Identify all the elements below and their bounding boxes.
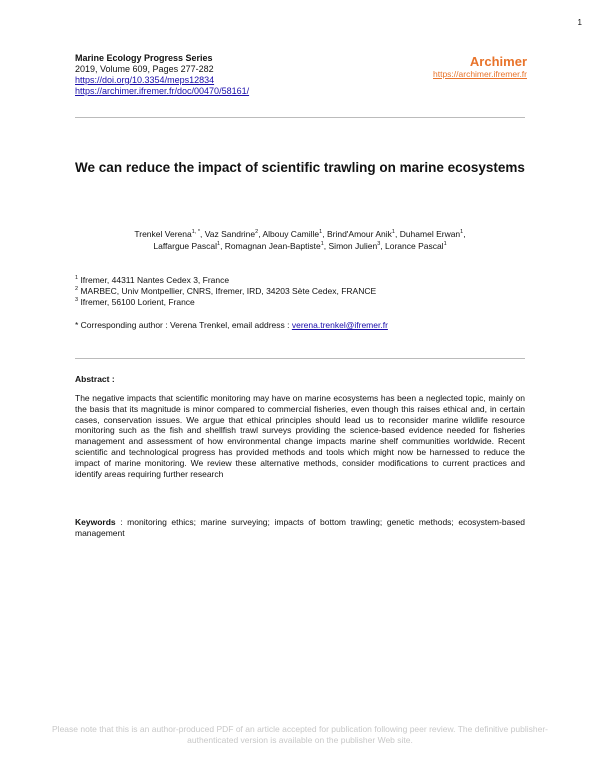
author-separator: , (258, 229, 263, 239)
affiliation-item (75, 275, 376, 286)
footer-note: Please note that this is an author-produced PDF of an article accepted for publication following peer review. The definitive publisher-authenticated version is available on the publisher Web site. (52, 724, 548, 745)
affiliation-list (75, 275, 376, 308)
journal-name: Marine Ecology Progress Series (75, 53, 213, 63)
author-name: Trenkel Verena (134, 229, 192, 239)
author-affiliation-mark: 1 (443, 241, 447, 248)
affiliation-number: 3 (75, 297, 79, 304)
journal-info (75, 53, 249, 97)
paper-title: We can reduce the impact of scientific trawling on marine ecosystems (75, 160, 525, 175)
author-separator: , (199, 229, 205, 239)
author-separator: , (394, 229, 400, 239)
author-separator: , (220, 241, 225, 251)
archimer-link[interactable]: https://archimer.ifremer.fr (433, 69, 527, 79)
keywords-label: Keywords (75, 517, 116, 527)
author (262, 229, 327, 239)
affiliation-text: Ifremer, 44311 Nantes Cedex 3, France (80, 275, 230, 285)
journal-citation: 2019, Volume 609, Pages 277-282 (75, 64, 214, 74)
abstract-divider (75, 358, 525, 359)
author-name: Laffargue Pascal (153, 241, 217, 251)
corresponding-author (75, 320, 388, 330)
affiliation-text: MARBEC, Univ Montpellier, CNRS, Ifremer, IRD, 34203 Sète Cedex, FRANCE (80, 286, 377, 296)
author-affiliation-mark: 1 (319, 229, 323, 236)
author-separator: , (322, 229, 327, 239)
author-name: Lorance Pascal (384, 241, 444, 251)
archive-link[interactable]: https://archimer.ifremer.fr/doc/00470/58161/ (75, 86, 250, 96)
affiliation-number: 1 (75, 275, 79, 282)
author-affiliation-mark: 1 (460, 229, 464, 236)
author-name: Duhamel Erwan (399, 229, 461, 239)
header-divider (75, 117, 525, 118)
author-affiliation-mark: 2 (255, 229, 259, 236)
keywords-text: : monitoring ethics; marine surveying; impacts of bottom trawling; genetic methods; ecosystem-based management (75, 517, 525, 538)
author (153, 241, 224, 251)
author-name: Simon Julien (328, 241, 378, 251)
archimer-brand: Archimer (469, 54, 527, 69)
author (225, 241, 329, 251)
archimer-logo (433, 55, 527, 79)
author-separator: , (380, 241, 385, 251)
abstract-heading: Abstract : (75, 374, 115, 384)
author-affiliation-mark: 3 (377, 241, 381, 248)
affiliation-item (75, 286, 376, 297)
author-list (75, 228, 525, 252)
author (134, 229, 204, 239)
author-affiliation-mark: 1 (217, 241, 221, 248)
author-name: Vaz Sandrine (204, 229, 256, 239)
author-separator: , (463, 229, 466, 239)
doi-link[interactable]: https://doi.org/10.3354/meps12834 (75, 75, 215, 85)
email-link[interactable]: verena.trenkel@ifremer.fr (291, 320, 388, 330)
author-name: Brind'Amour Anik (326, 229, 392, 239)
author-name: Romagnan Jean-Baptiste (224, 241, 321, 251)
author-affiliation-mark: 1 (391, 229, 395, 236)
author-affiliation-mark: 1 (320, 241, 324, 248)
affiliation-number: 2 (75, 286, 79, 293)
affiliation-item (75, 297, 376, 308)
author-separator: , (323, 241, 329, 251)
author (205, 229, 263, 239)
author (327, 229, 400, 239)
keywords (75, 517, 525, 539)
author-name: Albouy Camille (262, 229, 320, 239)
author (400, 229, 466, 239)
page-number: 1 (577, 18, 582, 27)
author (329, 241, 385, 251)
author (385, 241, 447, 251)
author-affiliation-mark: 1, * (191, 229, 200, 236)
corresponding-text: * Corresponding author : Verena Trenkel, email address : (75, 320, 292, 330)
affiliation-text: Ifremer, 56100 Lorient, France (80, 297, 195, 307)
abstract-text: The negative impacts that scientific monitoring may have on marine ecosystems has been a neglected topic, mainly on the basis that its magnitude is minor compared to commercial fisheries, even though this raises ethical and, in certain cases, conservation issues. We argue that ethical principles should lead us to reconsider marine wildlife resource monitoring such as the fish and shellfish trawl surveys providing the science-based evidence needed for fisheries management and assessment of how environmental change impacts marine shelf communities worldwide. Recent scientific and technological progress has provided methods and tools which might now be harnessed to reduce the impact of marine monitoring. We review these alternative methods, consider modifications to current practices and identify areas requiring further research (75, 393, 525, 479)
